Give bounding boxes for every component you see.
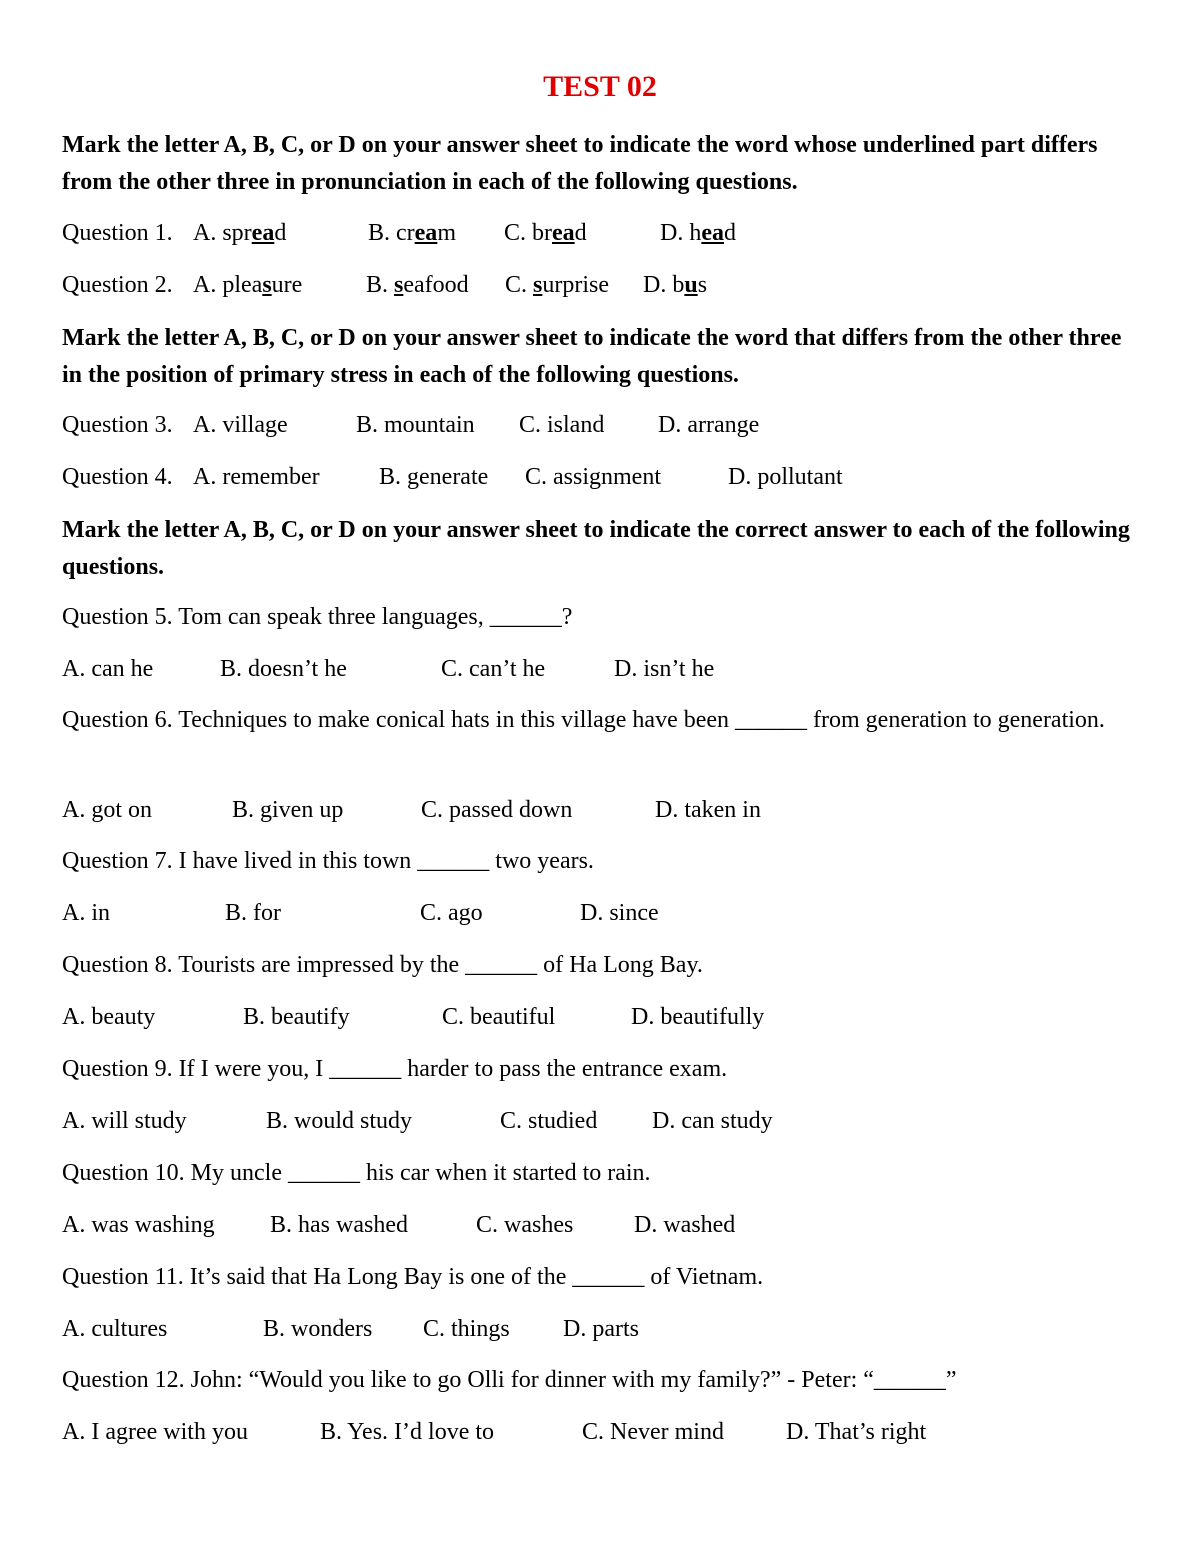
q1-option-d: D. head [660,220,736,246]
question-2-label: Question 2. [62,272,173,298]
q4-option-d: D. pollutant [728,464,843,490]
q2-option-c: C. surprise [505,272,610,298]
question-8-stem: Question 8. Tourists are impressed by the ______ of Ha Long Bay. [62,952,703,978]
question-4-label: Question 4. [62,464,173,490]
q1-option-c: C. bread [504,220,587,246]
q1-option-b: B. cream [368,220,456,246]
q7-option-b: B. for [225,900,281,926]
q7-option-c: C. ago [420,900,483,926]
instruction-correct-answer: Mark the letter A, B, C, or D on your answer sheet to indicate the correct answer to each of the following questions. [62,517,1130,580]
question-10-stem: Question 10. My uncle ______ his car when it started to rain. [62,1160,651,1186]
q10-option-c: C. washes [476,1212,574,1238]
q9-option-c: C. studied [500,1108,598,1134]
question-3-label: Question 3. [62,412,173,438]
q11-option-d: D. parts [563,1316,639,1342]
q12-option-d: D. That’s right [786,1419,927,1445]
q12-option-b: B. Yes. I’d love to [320,1419,495,1445]
q7-option-d: D. since [580,900,659,926]
q4-option-c: C. assignment [525,464,661,490]
q9-option-b: B. would study [266,1108,413,1134]
q5-option-d: D. isn’t he [614,656,715,682]
q9-option-d: D. can study [652,1108,773,1134]
q8-option-b: B. beautify [243,1004,350,1030]
q6-option-b: B. given up [232,797,344,823]
q6-option-a: A. got on [62,797,152,823]
q10-option-b: B. has washed [270,1212,408,1238]
q12-option-c: C. Never mind [582,1419,724,1445]
question-5-stem: Question 5. Tom can speak three languages, ______? [62,604,573,630]
q2-option-a: A. pleasure [193,272,303,298]
instruction-stress: Mark the letter A, B, C, or D on your answer sheet to indicate the word that differs from the other three in the position of primary stress in each of the following questions. [62,325,1122,388]
q9-option-a: A. will study [62,1108,187,1134]
question-11-stem: Question 11. It’s said that Ha Long Bay is one of the ______ of Vietnam. [62,1264,764,1290]
question-9-stem: Question 9. If I were you, I ______ harder to pass the entrance exam. [62,1056,728,1082]
q10-option-a: A. was washing [62,1212,215,1238]
question-6-stem: Question 6. Techniques to make conical hats in this village have been ______ from generation to generation. [62,707,1105,733]
q12-option-a: A. I agree with you [62,1419,248,1445]
q11-option-c: C. things [423,1316,510,1342]
question-12-stem: Question 12. John: “Would you like to go Olli for dinner with my family?” - Peter: “______” [62,1367,957,1393]
q2-option-d: D. bus [643,272,708,298]
instruction-pronunciation: Mark the letter A, B, C, or D on your answer sheet to indicate the word whose underlined part differs from the other three in pronunciation in each of the following questions. [62,132,1098,195]
q8-option-c: C. beautiful [442,1004,556,1030]
q3-option-d: D. arrange [658,412,760,438]
q1-option-a: A. spread [193,220,287,246]
q3-option-b: B. mountain [356,412,475,438]
q5-option-a: A. can he [62,656,154,682]
q4-option-b: B. generate [379,464,489,490]
question-1-label: Question 1. [62,220,173,246]
q2-option-b: B. seafood [366,272,469,298]
q3-option-a: A. village [193,412,288,438]
q10-option-d: D. washed [634,1212,736,1238]
page-title: TEST 02 [543,70,657,103]
q11-option-a: A. cultures [62,1316,168,1342]
q8-option-d: D. beautifully [631,1004,765,1030]
q3-option-c: C. island [519,412,605,438]
q5-option-b: B. doesn’t he [220,656,347,682]
q6-option-d: D. taken in [655,797,761,823]
q5-option-c: C. can’t he [441,656,546,682]
question-7-stem: Question 7. I have lived in this town ______ two years. [62,848,594,874]
q6-option-c: C. passed down [421,797,573,823]
q8-option-a: A. beauty [62,1004,156,1030]
q4-option-a: A. remember [193,464,320,490]
q11-option-b: B. wonders [263,1316,373,1342]
q7-option-a: A. in [62,900,110,926]
